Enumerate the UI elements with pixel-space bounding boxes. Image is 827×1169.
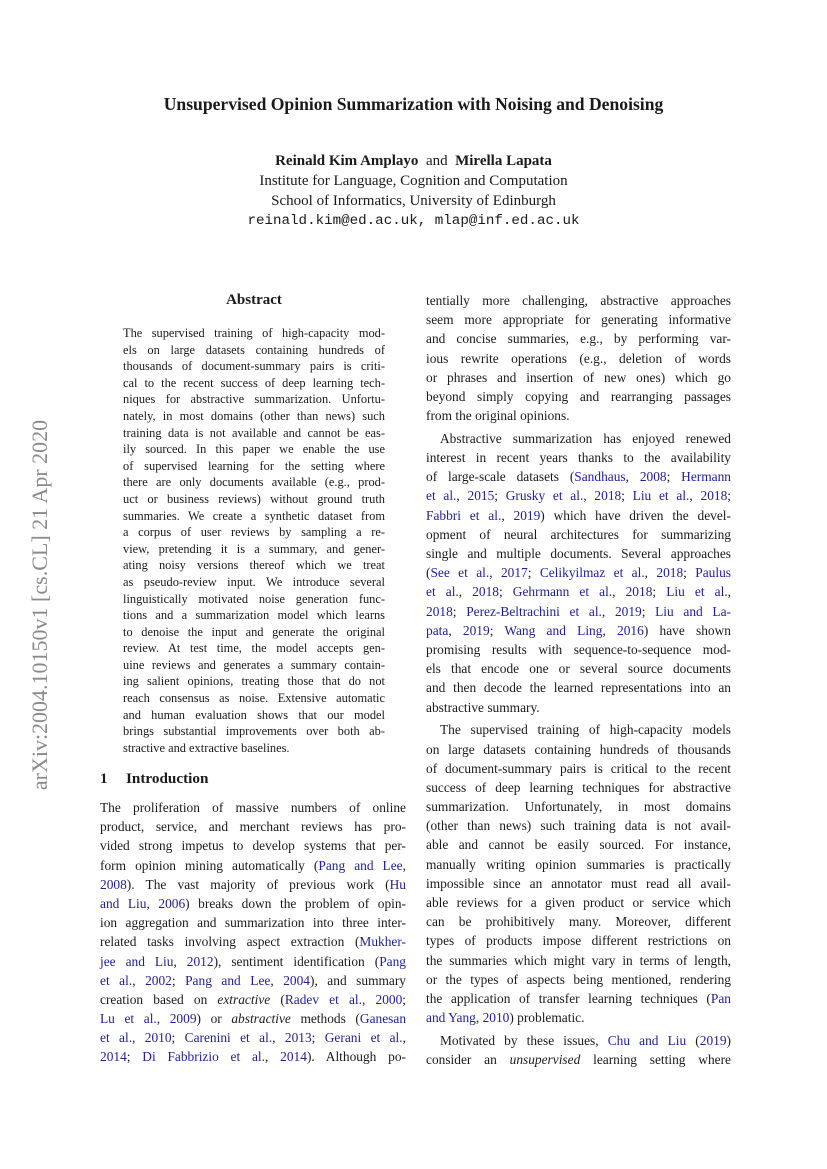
- text-run: or the types of aspects being mentioned, rendering: [426, 971, 731, 987]
- text-line: [123, 541, 385, 558]
- citation-link[interactable]: 2017: [500, 565, 528, 581]
- text-run: on large datasets containing hundreds of thousands: [426, 741, 731, 757]
- text-line: [123, 723, 385, 740]
- text-run: ,: [146, 895, 159, 911]
- citation-link[interactable]: 2008: [639, 469, 667, 485]
- citation-link[interactable]: 2002: [145, 972, 172, 988]
- citation-link[interactable]: 2019: [699, 1032, 727, 1048]
- citation-link[interactable]: Grusky et al.: [505, 488, 584, 504]
- text-line: [123, 524, 385, 541]
- citation-link[interactable]: Hermann: [681, 469, 731, 485]
- text-line: [426, 368, 731, 387]
- text-run: a corpus of user reviews by sampling a re-: [123, 525, 385, 540]
- text-line: [123, 624, 385, 641]
- text-line: [426, 740, 731, 759]
- citation-link[interactable]: et al.: [426, 584, 459, 600]
- text-line: [426, 406, 731, 425]
- text-run: ion aggregation and summarization into three inter-: [100, 915, 406, 931]
- paragraph: [426, 429, 731, 717]
- text-run: view, pretending it is a summary, and gener-: [123, 541, 385, 556]
- text-line: [426, 1031, 731, 1050]
- text-line: [123, 391, 385, 408]
- text-run: ,: [689, 488, 701, 504]
- text-line: [123, 491, 385, 508]
- text-run: (: [426, 565, 431, 581]
- citation-link[interactable]: Sandhaus: [574, 469, 626, 485]
- text-line: [426, 797, 731, 816]
- text-run: beyond simply copying and rearranging passages: [426, 388, 731, 404]
- text-run: ;: [452, 603, 467, 619]
- citation-link[interactable]: 2008: [100, 876, 127, 892]
- text-line: [100, 932, 406, 951]
- text-run: form opinion mining automatically (: [100, 857, 319, 873]
- text-run: vided strong impetus to develop systems that per-: [100, 838, 406, 854]
- text-run: ). The vast majority of previous work (: [126, 876, 390, 892]
- text-run: ,: [612, 584, 626, 600]
- text-line: [426, 835, 731, 854]
- text-line: [426, 951, 731, 970]
- text-line: [426, 448, 731, 467]
- text-line: [426, 816, 731, 835]
- text-run: product, service, and merchant reviews has pro-: [100, 819, 406, 835]
- text-line: [426, 855, 731, 874]
- text-run: ious rewrite operations (e.g., deletion of words: [426, 350, 731, 366]
- citation-link[interactable]: Carenini et al.: [184, 1030, 273, 1046]
- text-line: [123, 458, 385, 475]
- text-line: [123, 358, 385, 375]
- text-line: [123, 474, 385, 491]
- author-conjunction: and: [425, 153, 448, 169]
- text-line: [426, 678, 731, 697]
- text-run: ,: [448, 622, 463, 638]
- text-run: ;: [494, 488, 506, 504]
- section-number: 1: [100, 770, 108, 787]
- citation-link[interactable]: Mukher-: [359, 934, 406, 950]
- text-run: ), and summary: [309, 972, 406, 988]
- text-run: of large-scale datasets (: [426, 469, 575, 485]
- text-run: able and cannot be easily sourced. For instance,: [426, 837, 731, 853]
- affiliation-school: School of Informatics, University of Edinburgh: [271, 193, 556, 209]
- text-run: summaries. We create a synthetic dataset from: [123, 508, 385, 523]
- text-line: [123, 375, 385, 392]
- text-line: [123, 441, 385, 458]
- text-run: as pseudo-review input. We introduce several: [123, 574, 385, 589]
- text-line: [426, 506, 731, 525]
- text-run: (: [686, 1032, 700, 1048]
- text-run: The supervised training of high-capacity models: [440, 722, 731, 738]
- text-run: types of products impose different restrictions on: [426, 933, 731, 949]
- citation-link[interactable]: 2014: [100, 1049, 127, 1065]
- text-line: [426, 310, 731, 329]
- text-run: ;: [126, 1049, 143, 1065]
- citation-link[interactable]: Liu et al.: [666, 584, 728, 600]
- text-line: [426, 640, 731, 659]
- text-run: els on large datasets containing hundreds of: [123, 342, 385, 357]
- text-run: ) or: [196, 1011, 232, 1027]
- text-line: [426, 698, 731, 717]
- text-line: [123, 591, 385, 608]
- paragraph: [426, 720, 731, 1027]
- text-run: ,: [458, 584, 473, 600]
- text-run: ;: [171, 972, 186, 988]
- text-run: linguistically motivated noise generation func-: [123, 591, 385, 606]
- citation-link[interactable]: Pang and Lee: [185, 972, 271, 988]
- text-run: ,: [156, 1011, 170, 1027]
- citation-link[interactable]: Hu: [389, 876, 406, 892]
- citation-link[interactable]: Paulus: [695, 565, 731, 581]
- text-run: ,: [272, 1030, 285, 1046]
- text-run: tentially more challenging, abstractive approaches: [426, 293, 731, 308]
- text-run: ,: [625, 469, 640, 485]
- text-run: and then decode the learned representations into an: [426, 680, 731, 696]
- right-column-body: [426, 291, 731, 1073]
- text-run: to denoise the input and generate the original: [123, 624, 385, 639]
- text-run: ) have shown: [643, 622, 731, 638]
- citation-link[interactable]: jee and Liu: [100, 953, 174, 969]
- text-run: promising results with sequence-to-sequence mod-: [426, 641, 731, 657]
- text-run: there are only documents available (e.g., prod-: [123, 475, 385, 490]
- text-line: [100, 1009, 406, 1028]
- text-line: [426, 291, 731, 310]
- text-line: [426, 720, 731, 739]
- text-line: [123, 574, 385, 591]
- citation-link[interactable]: et al.: [100, 972, 133, 988]
- text-run: summarization. Unfortunately, in most domains: [426, 799, 731, 815]
- text-line: [123, 342, 385, 359]
- citation-link[interactable]: 2009: [169, 1011, 197, 1027]
- text-run: able reviews for a given product or service which: [426, 895, 731, 910]
- paragraph: [426, 291, 731, 425]
- author-names: [0, 151, 827, 171]
- citation-link[interactable]: et al.: [100, 1030, 133, 1046]
- citation-link[interactable]: 2019: [614, 603, 642, 619]
- text-line: [100, 971, 406, 990]
- text-line: [123, 425, 385, 442]
- text-run: ;: [641, 603, 656, 619]
- text-run: seem more appropriate for generating informative: [426, 312, 731, 328]
- text-line: [426, 659, 731, 678]
- text-run: ,: [489, 565, 501, 581]
- text-run: (: [270, 991, 285, 1007]
- text-run: ): [726, 1032, 731, 1048]
- text-line: [426, 602, 731, 621]
- text-line: [123, 408, 385, 425]
- text-line: [100, 1028, 406, 1047]
- text-line: [100, 856, 406, 875]
- text-line: [100, 952, 406, 971]
- text-line: [426, 429, 731, 448]
- text-run: ;: [527, 565, 540, 581]
- text-run: success of deep learning techniques for abstractive: [426, 779, 731, 795]
- text-line: [426, 759, 731, 778]
- text-line: [426, 582, 731, 601]
- citation-link[interactable]: 2013: [284, 1030, 312, 1046]
- text-run: creation based on: [100, 991, 218, 1007]
- text-run: thousands of document-summary pairs is criti-: [123, 359, 385, 374]
- emphasis-text: unsupervised: [509, 1052, 581, 1068]
- text-line: [426, 467, 731, 486]
- text-line: [100, 875, 406, 894]
- citation-link[interactable]: Pang: [379, 953, 406, 969]
- text-line: [123, 690, 385, 707]
- text-run: ;: [683, 565, 696, 581]
- text-run: ,: [132, 972, 146, 988]
- citation-link[interactable]: pata: [426, 622, 449, 638]
- text-run: ) which have driven the devel-: [540, 507, 731, 523]
- text-run: ,: [727, 584, 732, 600]
- citation-link[interactable]: Pang and Lee: [318, 857, 403, 873]
- paper-title: Unsupervised Opinion Summarization with Noising and Denoising: [163, 94, 664, 114]
- text-run: Motivated by these issues,: [440, 1032, 608, 1048]
- text-run: uct or business reviews) without ground truth: [123, 491, 385, 506]
- text-line: [426, 387, 731, 406]
- text-line: [426, 621, 731, 640]
- text-run: manually writing opinion summaries is practically: [426, 856, 731, 872]
- arxiv-identifier-stamp: arXiv:2004.10150v1 [cs.CL] 21 Apr 2020: [27, 419, 52, 791]
- citation-link[interactable]: 2019: [462, 622, 490, 638]
- citation-link[interactable]: 2018: [656, 565, 684, 581]
- text-line: [123, 740, 385, 757]
- citation-link[interactable]: and Yang: [426, 1010, 476, 1026]
- citation-link[interactable]: 2000: [375, 991, 403, 1007]
- text-run: impossible since an annotator must read all avail-: [426, 875, 731, 891]
- author-name: Mirella Lapata: [455, 153, 552, 169]
- citation-link[interactable]: 2010: [144, 1030, 172, 1046]
- text-line: [123, 673, 385, 690]
- citation-link[interactable]: and Liu: [100, 895, 147, 911]
- text-run: the summaries which might vary in terms of length,: [426, 952, 731, 968]
- citation-link[interactable]: 2019: [513, 507, 541, 523]
- text-line: [123, 325, 385, 342]
- text-run: of document-summary pairs is critical to the recent: [426, 760, 731, 776]
- text-line: [100, 990, 406, 1009]
- text-run: ,: [501, 507, 514, 523]
- text-run: (other than news) such training data is not avail-: [426, 818, 731, 834]
- text-run: ;: [727, 488, 732, 504]
- citation-link[interactable]: Ganesan: [359, 1011, 407, 1027]
- text-line: [426, 525, 731, 544]
- text-run: ,: [644, 565, 657, 581]
- text-run: ,: [132, 1030, 145, 1046]
- affiliation-institute: Institute for Language, Cognition and Computation: [259, 173, 568, 189]
- text-run: ,: [583, 488, 595, 504]
- emphasis-text: abstractive: [231, 1011, 291, 1027]
- text-run: can be prohibitively many. Moreover, different: [426, 914, 731, 930]
- text-line: [426, 778, 731, 797]
- text-line: [426, 1008, 731, 1027]
- citation-link[interactable]: 2014: [280, 1049, 307, 1065]
- text-run: ing salient opinions, treating those that do not: [123, 674, 385, 689]
- citation-link[interactable]: Wang and Ling: [504, 622, 603, 638]
- text-run: niques for abstractive summarization. Unfortu-: [123, 392, 385, 407]
- text-run: ;: [498, 584, 513, 600]
- citation-link[interactable]: 2012: [186, 953, 214, 969]
- text-line: [100, 817, 406, 836]
- citation-link[interactable]: Di Fabbrizio et al.: [142, 1049, 266, 1065]
- citation-link[interactable]: Radev et al.: [284, 991, 362, 1007]
- text-run: uine reviews and generates a summary contain-: [123, 657, 385, 672]
- author-emails: reinald.kim@ed.ac.uk, mlap@inf.ed.ac.uk: [247, 213, 580, 229]
- text-run: ) problematic.: [509, 1010, 585, 1026]
- text-line: [426, 931, 731, 950]
- text-run: and human evaluation shows that our model: [123, 707, 385, 722]
- text-run: ) breaks down the problem of opin-: [185, 895, 407, 911]
- text-run: ;: [621, 488, 633, 504]
- text-line: [426, 544, 731, 563]
- citation-link[interactable]: Chu and Liu: [607, 1032, 687, 1048]
- text-run: ;: [489, 622, 505, 638]
- citation-link[interactable]: Lu et al.: [100, 1011, 157, 1027]
- citation-link[interactable]: Perez-Beltrachini et al.: [466, 603, 602, 619]
- citation-link[interactable]: 2006: [158, 895, 186, 911]
- citation-link[interactable]: 2018: [594, 488, 622, 504]
- text-run: ), sentiment identification (: [213, 953, 380, 969]
- text-run: single and multiple documents. Several approaches: [426, 546, 731, 562]
- text-run: interest in recent years thanks to the availability: [426, 450, 731, 466]
- text-line: [426, 874, 731, 893]
- text-run: ,: [602, 622, 618, 638]
- text-run: ;: [171, 1030, 185, 1046]
- text-run: els that encode one or several source documents: [426, 661, 731, 677]
- text-line: [426, 486, 731, 505]
- text-run: ,: [456, 488, 468, 504]
- text-run: reach consensus as noise. Extensive automatic: [123, 691, 385, 706]
- text-line: [100, 913, 406, 932]
- text-run: ,: [402, 857, 406, 873]
- citation-link[interactable]: Pan: [710, 990, 731, 1006]
- text-run: ;: [666, 469, 682, 485]
- citation-link[interactable]: 2010: [482, 1010, 510, 1026]
- text-run: and concise summaries, e.g., by performing var-: [426, 331, 731, 347]
- text-run: ,: [265, 1049, 281, 1065]
- citation-link[interactable]: Gerani et al.: [324, 1030, 403, 1046]
- left-column-body: [100, 798, 406, 1070]
- emphasis-text: extractive: [217, 991, 271, 1007]
- text-line: [123, 640, 385, 657]
- text-run: learning setting where: [580, 1052, 731, 1068]
- text-run: or phrases and insertion of new ones) which go: [426, 369, 731, 385]
- citation-link[interactable]: Liu et al.: [632, 488, 690, 504]
- text-run: ,: [362, 991, 376, 1007]
- text-run: ;: [652, 584, 667, 600]
- text-line: [100, 1047, 406, 1066]
- text-run: ;: [311, 1030, 325, 1046]
- text-run: ,: [270, 972, 284, 988]
- text-line: [426, 349, 731, 368]
- author-block: [0, 151, 827, 231]
- text-run: brings substantial improvements over both ab-: [123, 724, 385, 739]
- text-run: review. At test time, the model accepts gen-: [123, 641, 385, 656]
- text-run: abstractive summary.: [426, 699, 540, 715]
- text-run: ,: [601, 603, 615, 619]
- text-run: ,: [475, 1010, 483, 1026]
- citation-link[interactable]: Fabbri et al.: [426, 507, 502, 523]
- text-run: The proliferation of massive numbers of online: [100, 800, 406, 815]
- text-line: [426, 912, 731, 931]
- citation-link[interactable]: 2018: [472, 584, 499, 600]
- citation-link[interactable]: 2004: [283, 972, 310, 988]
- text-line: [426, 1050, 731, 1069]
- citation-link[interactable]: 2015: [467, 488, 495, 504]
- text-run: ;: [402, 991, 407, 1007]
- text-run: The supervised training of high-capacity mod-: [123, 326, 385, 340]
- text-line: [426, 563, 731, 582]
- citation-link[interactable]: 2018: [700, 488, 728, 504]
- text-run: nately, in most domains (other than news) such: [123, 408, 385, 423]
- section-heading-introduction: [100, 770, 208, 788]
- text-line: [123, 557, 385, 574]
- citation-link[interactable]: 2018: [426, 603, 453, 619]
- citation-link[interactable]: Celikyilmaz et al.: [539, 565, 645, 581]
- abstract-heading: Abstract: [226, 292, 282, 308]
- citation-link[interactable]: 2018: [625, 584, 653, 600]
- text-line: [123, 508, 385, 525]
- text-line: [100, 836, 406, 855]
- text-run: opment of neural architectures for summarizing: [426, 526, 731, 542]
- text-run: tions and a summarization model which learns: [123, 608, 385, 623]
- text-run: of supervised learning for the setting where: [123, 458, 385, 473]
- text-run: Abstractive summarization has enjoyed renewed: [440, 430, 731, 446]
- paragraph: [426, 1031, 731, 1069]
- text-line: [123, 657, 385, 674]
- text-line: [123, 607, 385, 624]
- text-run: ). Although po-: [306, 1049, 406, 1065]
- text-run: ating noisy versions thereof which we treat: [123, 558, 385, 573]
- text-run: from the original opinions.: [426, 408, 570, 424]
- text-run: ily sourced. In this paper we enable the use: [123, 442, 385, 457]
- citation-link[interactable]: See et al.: [430, 565, 490, 581]
- text-run: training data is not available and cannot be eas-: [123, 425, 385, 440]
- text-line: [100, 894, 406, 913]
- citation-link[interactable]: Gehrmann et al.: [512, 584, 613, 600]
- text-run: related tasks involving aspect extraction (: [100, 934, 360, 950]
- text-line: [100, 798, 406, 817]
- text-line: [123, 707, 385, 724]
- section-title: Introduction: [126, 770, 209, 787]
- text-line: [426, 989, 731, 1008]
- abstract-body: [123, 325, 385, 756]
- text-run: consider an: [426, 1052, 510, 1068]
- text-run: the application of transfer learning techniques (: [426, 990, 711, 1006]
- paragraph: [100, 798, 406, 1067]
- text-run: methods (: [290, 1011, 360, 1027]
- text-line: [426, 329, 731, 348]
- text-run: stractive and extractive baselines.: [123, 740, 290, 755]
- citation-link[interactable]: 2016: [617, 622, 644, 638]
- author-name: Reinald Kim Amplayo: [275, 153, 419, 169]
- citation-link[interactable]: Liu and La-: [655, 603, 731, 619]
- text-run: ,: [402, 1030, 406, 1046]
- text-run: cal to the recent success of deep learning tech-: [123, 375, 385, 390]
- text-run: ,: [173, 953, 187, 969]
- citation-link[interactable]: et al.: [426, 488, 457, 504]
- text-line: [426, 970, 731, 989]
- text-line: [426, 893, 731, 912]
